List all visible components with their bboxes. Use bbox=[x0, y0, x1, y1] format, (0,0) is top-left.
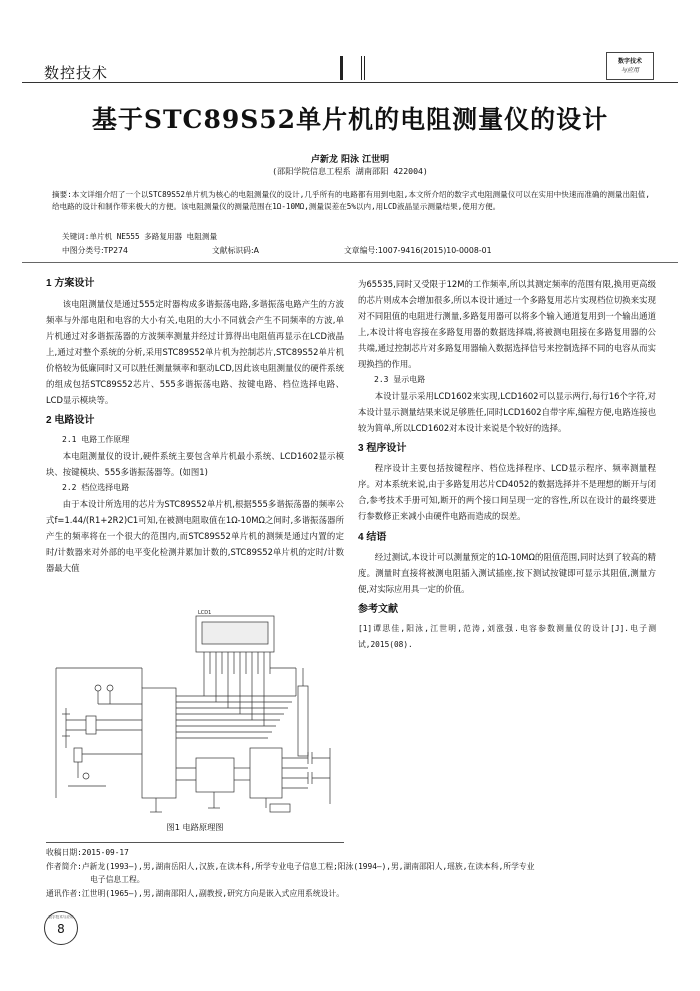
title-rule bbox=[22, 262, 678, 263]
subsection-2-1-paragraph: 本电阻测量仪的设计,硬件系统主要包含单片机最小系统、LCD1602显示模块、按键模块、555多谐振荡器等。(如图1) bbox=[46, 451, 344, 477]
resistor-network bbox=[298, 686, 308, 756]
subsection-2-3: 2.3 显示电路 bbox=[374, 375, 426, 384]
reset-button bbox=[83, 773, 89, 779]
reset-resistor bbox=[74, 748, 82, 762]
lcd-label: LCD1 bbox=[198, 610, 212, 616]
section-3-title: 3 程序设计 bbox=[358, 443, 407, 454]
section-1-title: 1 方案设计 bbox=[46, 278, 95, 289]
subsection-2-2-paragraph: 由于本设计所选用的芯片为STC89S52单片机,根据555多谐振荡器的频率公式f=1.44/(R1+2R2)C1可知,在被测电阻取值在1Ω-10MΩ之间时,多谐振荡器所产生的频率将在一个很大的范围内,而STC89S52单片机的测频是通过内置的定时/计数器来对外部的电平变化检测并累加计数的,STC89S52单片机的定时/计数器最大值 bbox=[46, 499, 344, 573]
lcd-pins bbox=[204, 652, 270, 674]
page-number: 8 bbox=[57, 922, 65, 936]
lcd-screen bbox=[202, 622, 268, 644]
range-button bbox=[107, 685, 113, 691]
abstract: 摘要:本文详细介绍了一个以STC89S52单片机为核心的电阻测量仪的设计,几乎所有的电路都有用到电阻,本文所介绍的数字式电阻测量仪可以在实用中快速而准确的测量出阻值,给电路的设计和制作带来极大的方便。该电阻测量仪的测量范围在1Ω-10MΩ,测量误差在5%以内,用LCD液晶显示测量结果,使用方便。 bbox=[52, 190, 650, 211]
header-rule bbox=[22, 82, 678, 83]
footer-rule bbox=[46, 842, 344, 843]
column-name: 数控技术 bbox=[44, 65, 109, 82]
reference-1: [1]谭思佳,阳泳,江世明,范涛,刘涨强.电容参数测量仪的设计[J].电子测试,2015(08). bbox=[358, 624, 656, 649]
keywords: 关键词:单片机 NE555 多路复用器 电阻测量 bbox=[62, 232, 218, 241]
header-bars bbox=[340, 56, 362, 80]
section-2-2-continued: 为65535,同时又受限于12M的工作频率,所以其测定频率的范围有限,换用更高级的芯片则成本会增加很多,所以本设计通过一个多路复用芯片实现档位切换来实现对不同阻值的电阻进行测量,多路复用器可以将多个输入通道复用到一个输出通道上,本设计将电容接在多路复用器的数据选择端,将被测电阻接在多路复用器的公共端,通过控制芯片对多路复用器输入数据选择信号来控制选择不同的电容从而实现换挡的作用。 bbox=[358, 279, 656, 369]
references-title: 参考文献 bbox=[358, 604, 398, 615]
author-bio-continued: 电子信息工程。 bbox=[90, 875, 145, 884]
article-number: 文章编号:1007-9416(2015)10-0008-01 bbox=[344, 246, 492, 255]
badge-text: 数字技术与应用 bbox=[48, 915, 74, 919]
classification: 中图分类号:TP274 bbox=[62, 246, 128, 255]
received-date: 收稿日期:2015-09-17 bbox=[46, 848, 129, 857]
logo-line1: 数字技术 bbox=[617, 58, 642, 65]
doc-code: 文献标识码:A bbox=[212, 246, 259, 255]
mcu-chip bbox=[142, 688, 176, 798]
section-2-title: 2 电路设计 bbox=[46, 415, 95, 426]
circuit-diagram bbox=[46, 608, 342, 820]
article-title: 基于STC89S52单片机的电阻测量仪的设计 bbox=[91, 105, 609, 134]
section-1-paragraph: 该电阻测量仪是通过555定时器构成多谐振荡电路,多谐振荡电路产生的方波频率与外部电阻和电容的大小有关,电阻的大小不同就会产生不同频率的方波,单片机通过对多谐振荡器的方波频率测量并经过计算得出电阻值再显示在LCD液晶上,通过对整个系统的分析,采用STC89S52单片机为控制芯片,STC89S52单片机价格较为低廉同时又可以胜任测量频率和驱动LCD,因此该电阻测量仪的硬件系统的组成包括STC89S52芯片、555多谐振荡电路、按键电路、档位选择电路、LCD显示模块等。 bbox=[46, 299, 344, 405]
affiliation: (邵阳学院信息工程系 湖南邵阳 422004) bbox=[272, 166, 428, 176]
section-4-title: 4 结语 bbox=[358, 532, 387, 543]
range-capacitors bbox=[308, 748, 330, 804]
section-4-paragraph: 经过测试,本设计可以测量预定的1Ω-10MΩ的阻值范围,同时达到了较高的精度。测量时直接将被测电阻插入测试插座,按下测试按键即可显示其阻值,测量方便,对实际应用具一定的价值。 bbox=[358, 552, 656, 594]
mode-button bbox=[95, 685, 101, 691]
figure-caption: 图1 电路原理图 bbox=[166, 822, 224, 832]
header-bars-right bbox=[364, 56, 369, 80]
authors: 卢新龙 阳泳 江世明 bbox=[310, 155, 390, 165]
subsection-2-2: 2.2 档位选择电路 bbox=[62, 483, 130, 492]
journal-logo bbox=[606, 52, 654, 80]
crystal bbox=[86, 716, 96, 734]
data-bus bbox=[176, 668, 296, 738]
logo-line2: 与应用 bbox=[620, 67, 639, 74]
cd4052-chip bbox=[250, 748, 282, 798]
left-column bbox=[46, 276, 344, 576]
right-column bbox=[358, 276, 656, 653]
section-3-paragraph: 程序设计主要包括按键程序、档位选择程序、LCD显示程序、频率测量程序。对本系统来说,由于多路复用芯片CD4052的数据选择并不是理想的断开与闭合,参考技术手册可知,断开的两个接口间呈现一定的容性,所以在设计的最终要进行参数修正来减小由硬件电路而造成的误差。 bbox=[358, 463, 656, 521]
ne555-chip bbox=[196, 758, 234, 792]
author-bio: 作者简介:卢新龙(1993—),男,湖南岳阳人,汉族,在读本科,所学专业电子信息工程;阳泳(1994—),男,湖南邵阳人,瑶族,在读本科,所学专业 bbox=[46, 862, 535, 871]
page-badge bbox=[44, 911, 78, 945]
test-socket bbox=[270, 804, 290, 812]
subsection-2-3-paragraph: 本设计显示采用LCD1602来实现,LCD1602可以显示两行,每行16个字符,对本设计显示测量结果来说足够胜任,同时LCD1602自带字库,编程方便,电路连接也较为简单,所以LCD1602对本设计来说是个较好的选择。 bbox=[358, 391, 656, 433]
subsection-2-1: 2.1 电路工作原理 bbox=[62, 435, 130, 444]
corresponding-author: 通讯作者:江世明(1965—),男,湖南邵阳人,副教授,研究方向是嵌入式应用系统设计。 bbox=[46, 889, 345, 898]
